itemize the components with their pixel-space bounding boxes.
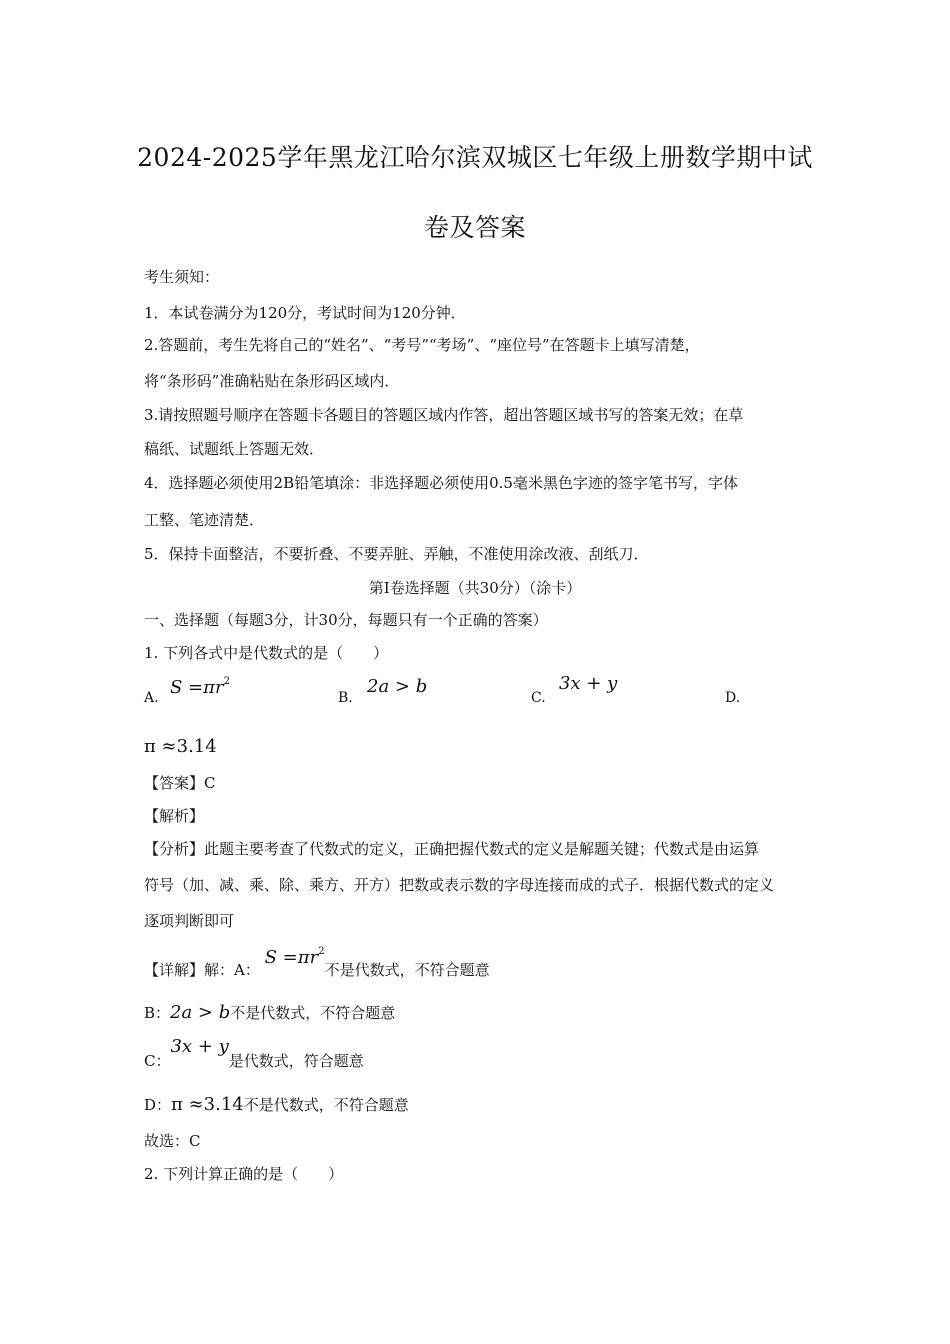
detail-a-expression: $S =\pi r^2$ xyxy=(264,946,325,968)
notice-line: 3.请按照题号顺序在答题卡各题目的答题区域内作答，超出答题区域书写的答案无效；在草 xyxy=(144,406,744,424)
notice-line: 将“条形码”准确粘贴在条形码区域内． xyxy=(144,372,400,390)
detail-c: C：3x + y是代数式，符合题意 xyxy=(144,1036,364,1070)
notice-line: 稿纸、试题纸上答题无效． xyxy=(144,440,325,458)
analysis-line: 符号（加、减、乘、除、乘方、开方）把数或表示数的字母连接而成的式子．根据代数式的定义 xyxy=(144,876,775,894)
conclusion: 故选：C xyxy=(144,1132,201,1150)
notice-line: 工整、笔迹清楚． xyxy=(144,511,265,529)
analysis-line: 【分析】此题主要考查了代数式的定义，正确把握代数式的定义是解题关键；代数式是由运算 xyxy=(144,840,760,858)
notice-line: 2.答题前，考生先将自己的“姓名”、“考号”“考场”、“座位号”在答题卡上填写清楚， xyxy=(144,336,700,354)
detail-d-expression: π ≈3.14 xyxy=(171,1094,244,1115)
part-title: 一、选择题（每题3分，计30分，每题只有一个正确的答案） xyxy=(144,611,548,629)
detail-b-expression: 2a > b xyxy=(170,1002,231,1023)
option-b-label: B. xyxy=(338,690,353,706)
option-a-label: A. xyxy=(144,690,159,706)
option-c-expression: 3x + y xyxy=(559,673,618,694)
analysis-heading: 【解析】 xyxy=(144,807,205,825)
detail-a-text: 不是代数式，不符合题意 xyxy=(324,961,490,979)
question-2-stem: 2. 下列计算正确的是（ ） xyxy=(144,1165,344,1183)
notice-line: 4．选择题必须使用2B铅笔填涂：非选择题必须使用0.5毫米黑色字迹的签字笔书写，字体 xyxy=(144,474,738,492)
option-b-expression: 2a > b xyxy=(367,676,428,697)
answer: 【答案】C xyxy=(144,774,216,792)
question-1-stem: 1. 下列各式中是代数式的是（ ） xyxy=(144,644,389,662)
analysis-line: 逐项判断即可 xyxy=(144,912,235,930)
option-a-expression: $S =\pi r^2$ xyxy=(170,676,230,698)
detail-b: B：2a > b不是代数式，不符合题意 xyxy=(144,1002,396,1023)
option-c-label: C. xyxy=(531,690,546,706)
option-d-expression: π ≈3.14 xyxy=(144,736,217,757)
notice-heading: 考生须知： xyxy=(144,268,220,286)
option-d-label: D. xyxy=(725,690,741,706)
detail-prefix: 【详解】解：A： xyxy=(144,961,260,979)
detail-c-expression: 3x + y xyxy=(170,1036,229,1057)
notice-line: 5．保持卡面整洁，不要折叠、不要弄脏、弄触，不准使用涂改液、刮纸刀． xyxy=(144,545,649,563)
document-title-line2: 卷及答案 xyxy=(423,213,526,242)
detail-a xyxy=(144,946,490,980)
detail-d: D：π ≈3.14不是代数式，不符合题意 xyxy=(144,1094,409,1115)
section-title: 第I卷选择题（共30分）（涂卡） xyxy=(368,579,582,597)
notice-line: 1．本试卷满分为120分，考试时间为120分钟． xyxy=(144,304,466,322)
document-title-line1: 2024-2025学年黑龙江哈尔滨双城区七年级上册数学期中试 xyxy=(137,143,813,172)
